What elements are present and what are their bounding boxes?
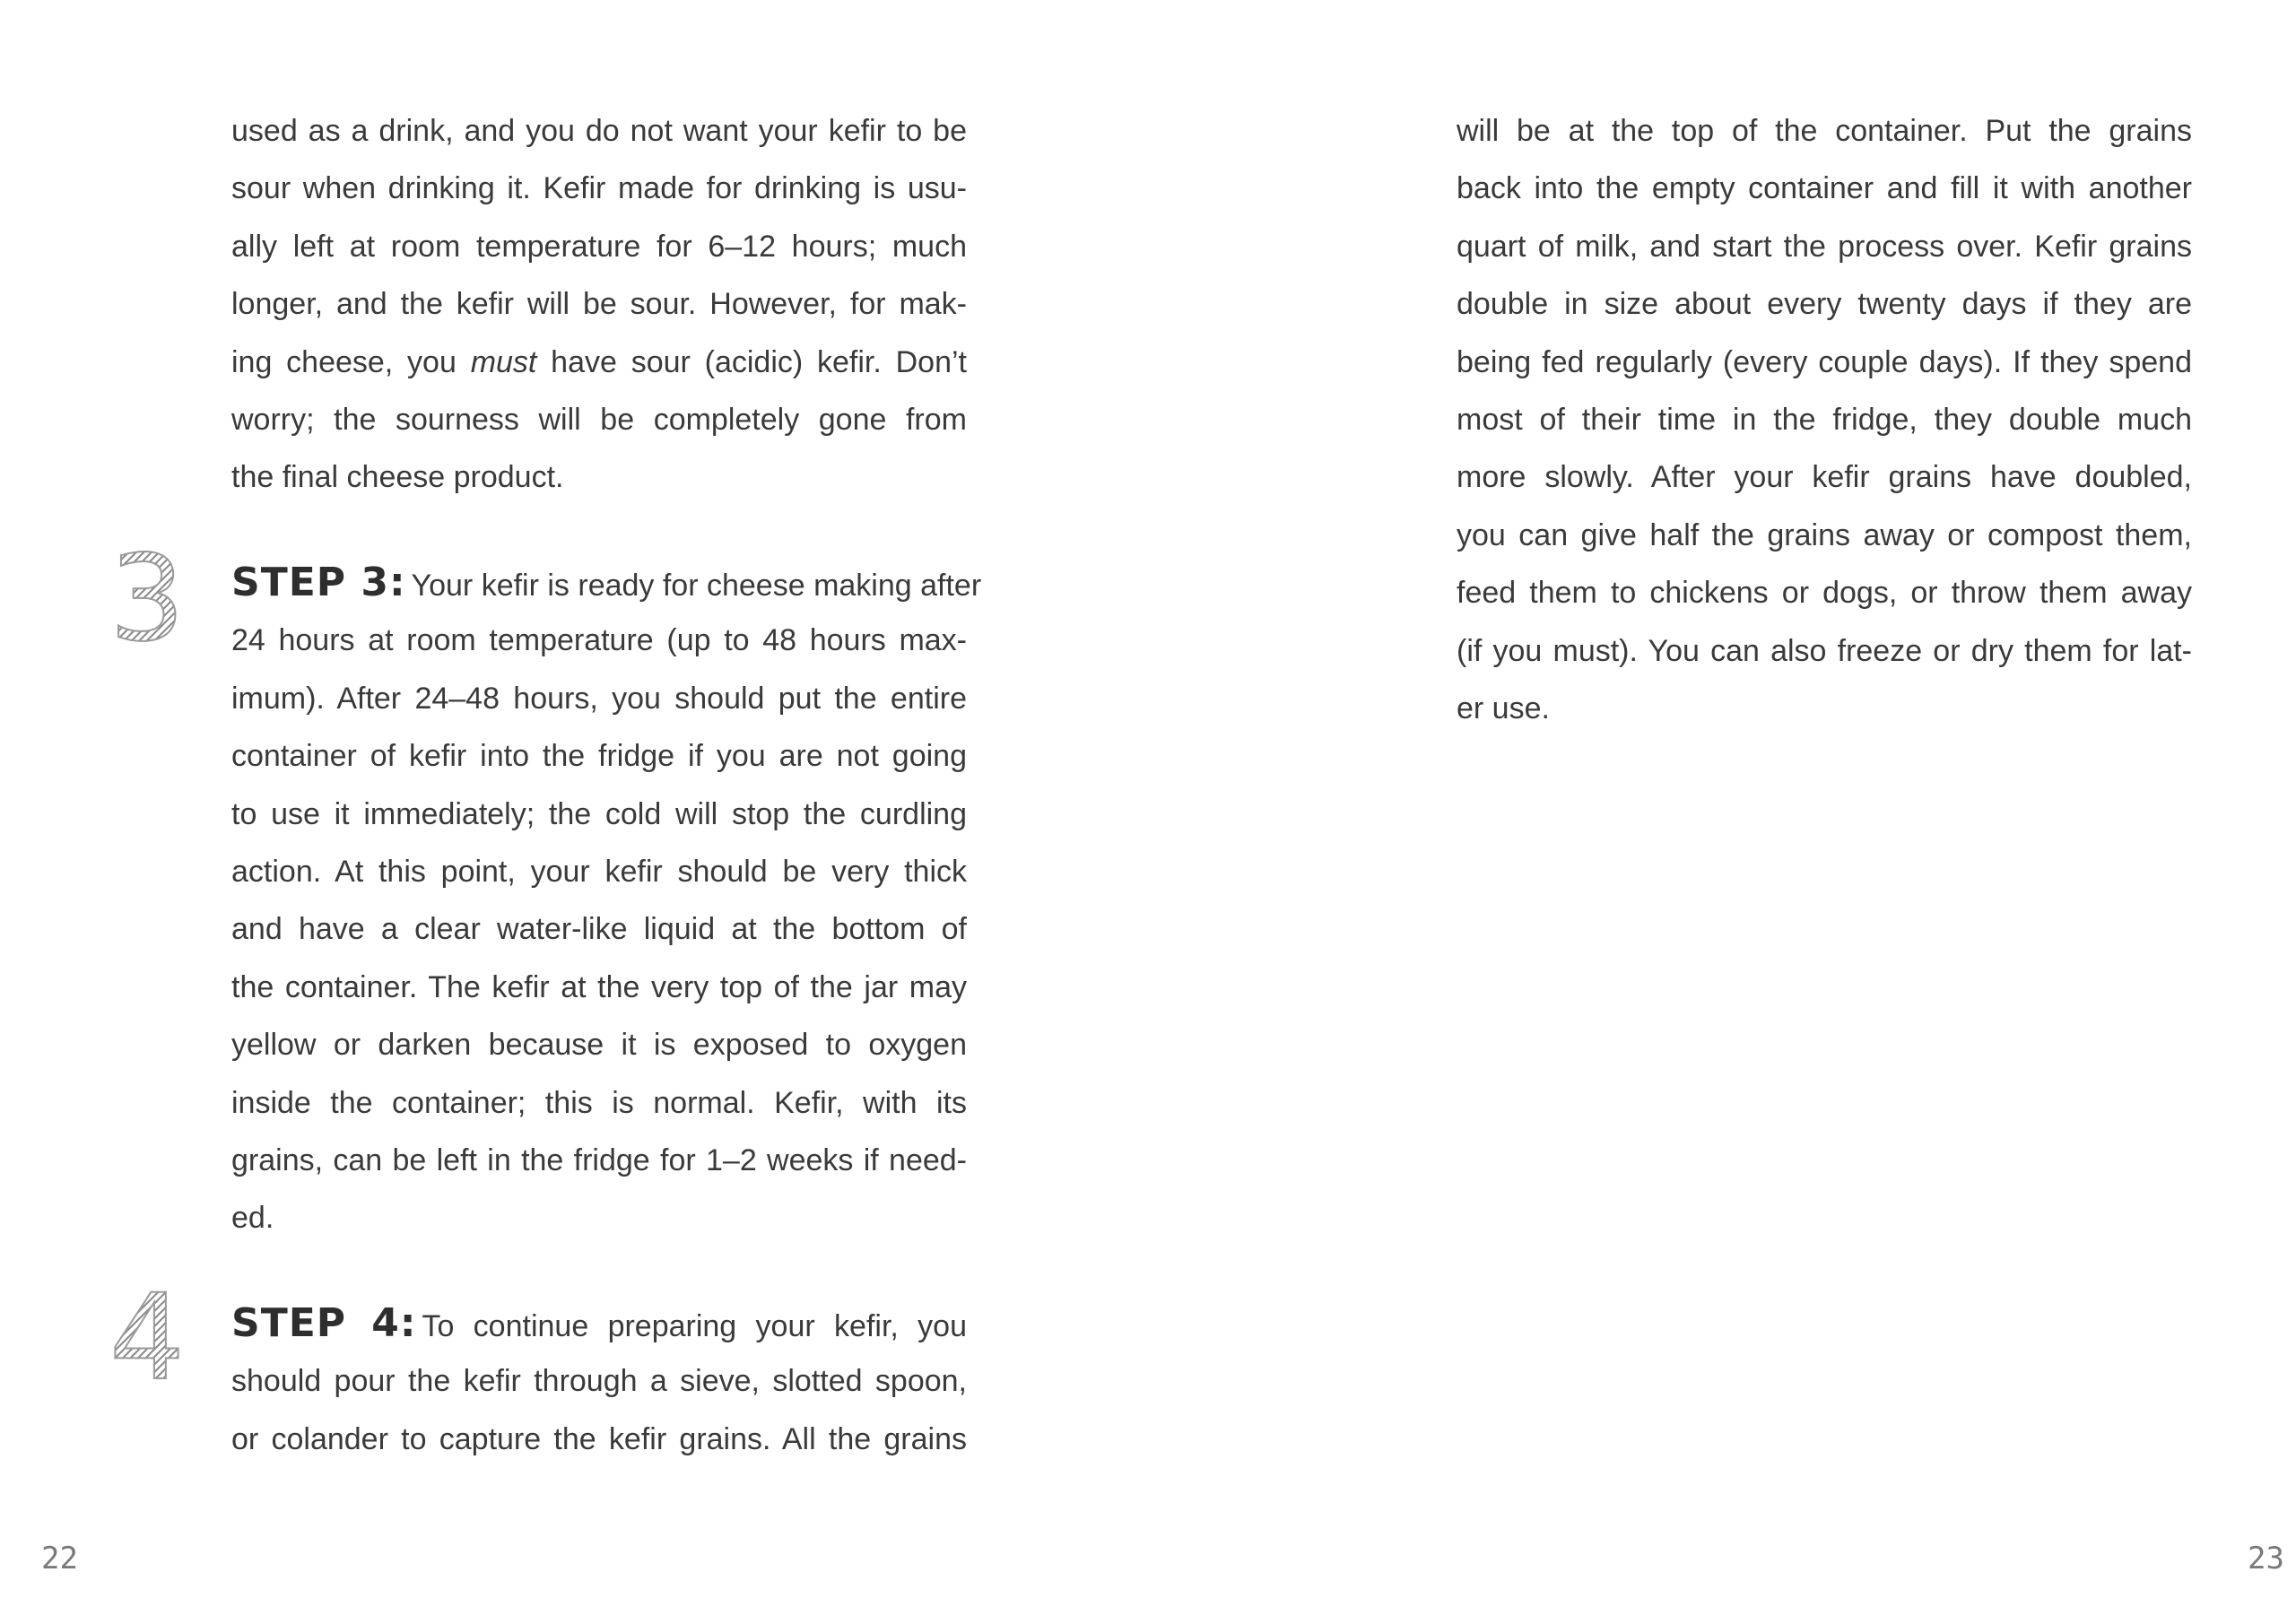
step-4-label: STEP 4: xyxy=(231,1300,417,1346)
text-line: grains, can be left in the fridge for 1–2 weeks if need- xyxy=(231,1142,967,1177)
page-number-left: 22 xyxy=(41,1541,78,1577)
text-line: quart of milk, and start the process over. Kefir grains xyxy=(1457,229,2192,264)
text-line: most of their time in the fridge, they double much xyxy=(1457,402,2192,437)
text-line: sour when drinking it. Kefir made for drinking is usu- xyxy=(231,171,967,206)
text-line: double in size about every twenty days if they are xyxy=(1457,287,2192,322)
text-line: being fed regularly (every couple days). If they spend xyxy=(1457,344,2192,379)
text-line: (if you must). You can also freeze or dry them for lat- xyxy=(1457,633,2192,668)
step-4-paragraph xyxy=(231,1295,967,1468)
continued-paragraph xyxy=(1457,102,2192,737)
step-3-paragraph xyxy=(231,554,982,1247)
text-line: er use. xyxy=(1457,691,1550,725)
text-line: will be at the top of the container. Put the grains xyxy=(1457,114,2192,148)
text-line: and have a clear water-like liquid at the bottom of xyxy=(231,912,967,947)
text-line: 24 hours at room temperature (up to 48 hours max- xyxy=(231,623,967,658)
step-3-number: 3 xyxy=(109,530,185,668)
text-line: back into the empty container and fill it with another xyxy=(1457,171,2192,206)
text-line: ed. xyxy=(231,1201,274,1236)
text-line: worry; the sourness will be completely gone from xyxy=(231,402,967,437)
text-line: inside the container; this is normal. Kefir, with its xyxy=(231,1085,967,1120)
text-line: imum). After 24–48 hours, you should put the entire xyxy=(231,681,967,716)
text-line xyxy=(231,334,967,391)
step-3-label: STEP 3: xyxy=(231,560,406,605)
text-line: feed them to chickens or dogs, or throw them away xyxy=(1457,576,2192,611)
text-segment: ing cheese, you xyxy=(231,344,471,379)
text-line: container of kefir into the fridge if you are not going xyxy=(231,739,967,774)
text-line: the final cheese product. xyxy=(231,460,564,495)
emphasis-text: must xyxy=(470,344,537,379)
text-line xyxy=(231,1295,967,1352)
text-line: should pour the kefir through a sieve, slotted spoon, xyxy=(231,1364,967,1399)
text-line: the container. The kefir at the very top of the jar may xyxy=(231,969,967,1004)
text-line: or colander to capture the kefir grains. All the grains xyxy=(231,1421,967,1456)
page-number-right: 23 xyxy=(2248,1541,2284,1577)
text-line: more slowly. After your kefir grains have doubled, xyxy=(1457,460,2192,495)
step-4-number: 4 xyxy=(109,1269,185,1407)
text-line: yellow or darken because it is exposed to oxygen xyxy=(231,1028,967,1063)
text-segment: Your kefir is ready for cheese making after xyxy=(411,569,982,603)
text-line: you can give half the grains away or compost them, xyxy=(1457,517,2192,552)
text-line: ally left at room temperature for 6–12 hours; much xyxy=(231,229,967,264)
text-line: used as a drink, and you do not want your kefir to be xyxy=(231,114,967,148)
text-line: longer, and the kefir will be sour. However, for mak- xyxy=(231,287,967,322)
text-line xyxy=(231,554,982,612)
text-segment: have sour (acidic) kefir. Don’t xyxy=(536,344,967,379)
right-page xyxy=(1148,0,2296,1607)
text-line: to use it immediately; the cold will stop the curdling xyxy=(231,796,967,831)
text-line: action. At this point, your kefir should be very thick xyxy=(231,854,967,889)
intro-paragraph xyxy=(231,102,967,507)
text-segment: To continue preparing your kefir, you xyxy=(422,1309,967,1343)
